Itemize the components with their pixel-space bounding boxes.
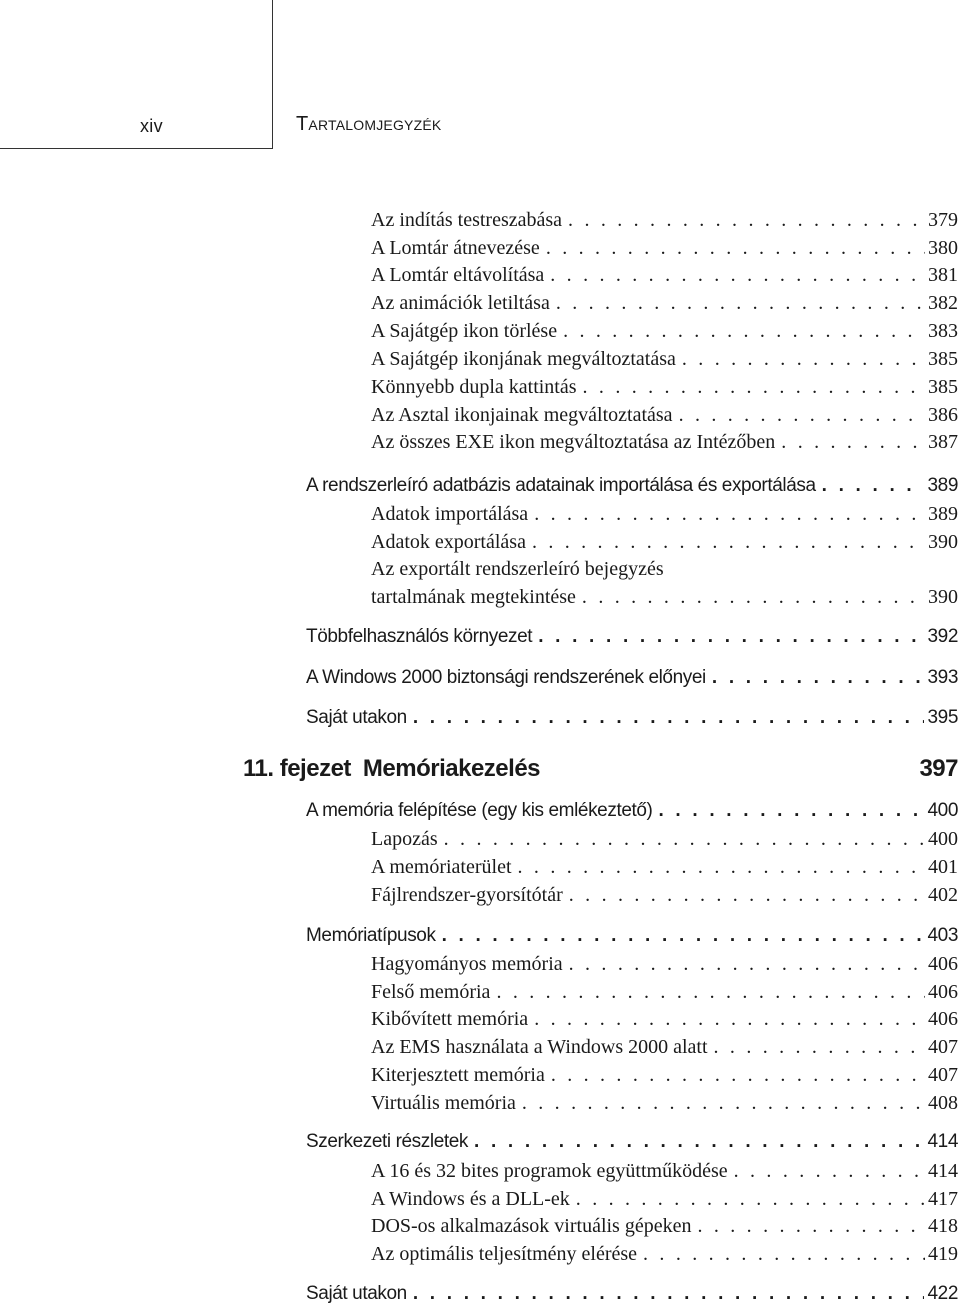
toc-section[interactable] bbox=[306, 626, 958, 648]
toc-entry[interactable] bbox=[371, 1188, 958, 1211]
toc-section-label: A Windows 2000 biztonsági rendszerének előnyei bbox=[306, 667, 706, 688]
toc-entry-page: 402 bbox=[928, 884, 958, 906]
chapter-title: Memóriakezelés bbox=[362, 755, 541, 782]
toc-section-page: 403 bbox=[927, 925, 958, 946]
toc-section-label: Saját utakon bbox=[306, 1283, 407, 1304]
toc-entry-page: 418 bbox=[928, 1215, 958, 1237]
running-head: Tartalomjegyzék bbox=[296, 113, 442, 135]
toc-entry-page: 407 bbox=[928, 1064, 958, 1086]
toc-entry-page: 414 bbox=[928, 1160, 958, 1182]
leader-dots bbox=[734, 1160, 925, 1183]
leader-dots bbox=[679, 404, 925, 427]
toc-section-label: Saját utakon bbox=[306, 707, 407, 728]
toc-entry-page: 407 bbox=[928, 1036, 958, 1058]
leader-dots bbox=[643, 1243, 925, 1266]
toc-section-label: Többfelhasználós környezet bbox=[306, 626, 533, 647]
toc-entry-page: 382 bbox=[928, 292, 958, 314]
toc-section[interactable] bbox=[306, 667, 958, 689]
toc-entry[interactable] bbox=[371, 348, 958, 371]
toc-entry[interactable] bbox=[371, 586, 958, 609]
leader-dots bbox=[518, 856, 925, 879]
toc-section-page: 395 bbox=[927, 707, 958, 728]
leader-dots bbox=[534, 503, 925, 526]
toc-entry-label: Az összes EXE ikon megváltoztatása az Intézőben bbox=[371, 431, 776, 453]
toc-entry-page: 390 bbox=[928, 586, 958, 608]
leader-dots bbox=[556, 292, 925, 315]
toc-entry-page: 381 bbox=[928, 264, 958, 286]
leader-dots bbox=[658, 800, 924, 822]
leader-dots bbox=[712, 667, 925, 689]
toc-section-label: Memóriatípusok bbox=[306, 925, 436, 946]
toc-entry-page: 387 bbox=[928, 431, 958, 453]
leader-dots bbox=[413, 707, 925, 729]
toc-entry[interactable] bbox=[371, 1092, 958, 1115]
toc-entry-label: Kibővített memória bbox=[371, 1008, 529, 1030]
toc-entry-label: Felső memória bbox=[371, 981, 491, 1003]
toc-entry[interactable] bbox=[371, 237, 958, 260]
toc-entry[interactable] bbox=[371, 1008, 958, 1031]
toc-entry-label: Lapozás bbox=[371, 828, 438, 850]
toc-entry-page: 379 bbox=[928, 209, 958, 231]
toc-entry-page: 406 bbox=[928, 1008, 958, 1030]
toc-entry-page: 408 bbox=[928, 1092, 958, 1114]
toc-entry-label: A memóriaterület bbox=[371, 856, 512, 878]
toc-entry-page: 385 bbox=[928, 348, 958, 370]
toc-entry[interactable] bbox=[371, 503, 958, 526]
toc-entry[interactable] bbox=[371, 953, 958, 976]
toc-entry-label: Adatok exportálása bbox=[371, 531, 526, 553]
leader-dots bbox=[522, 1092, 925, 1115]
toc-section-label: A rendszerleíró adatbázis adatainak importálása és exportálása bbox=[306, 475, 816, 496]
leader-dots bbox=[583, 376, 925, 399]
toc-entry[interactable] bbox=[371, 292, 958, 315]
toc-section-page: 422 bbox=[927, 1283, 958, 1304]
toc-entry[interactable] bbox=[371, 884, 958, 907]
toc-entry[interactable] bbox=[371, 1215, 958, 1238]
toc-entry-label: A Sajátgép ikonjának megváltoztatása bbox=[371, 348, 676, 370]
toc-section-page: 392 bbox=[927, 626, 958, 647]
leader-dots bbox=[550, 264, 925, 287]
toc-section-page: 389 bbox=[927, 475, 958, 496]
toc-section-page: 414 bbox=[927, 1131, 958, 1152]
leader-dots bbox=[496, 981, 925, 1004]
toc-entry-label: Az indítás testreszabása bbox=[371, 209, 563, 231]
leader-dots bbox=[444, 828, 925, 851]
toc-entry-label: Könnyebb dupla kattintás bbox=[371, 376, 577, 398]
toc-entry-page: 383 bbox=[928, 320, 958, 342]
toc-entry[interactable] bbox=[371, 531, 958, 554]
toc-entry-page: 386 bbox=[928, 404, 958, 426]
toc-entry-label: Kiterjesztett memória bbox=[371, 1064, 545, 1086]
toc-entry[interactable] bbox=[371, 376, 958, 399]
toc-entry-page: 419 bbox=[928, 1243, 958, 1265]
toc-entry[interactable] bbox=[371, 856, 958, 879]
leader-dots bbox=[697, 1215, 925, 1238]
leader-dots bbox=[781, 431, 925, 454]
toc-entry[interactable] bbox=[371, 264, 958, 287]
toc-section[interactable] bbox=[306, 707, 958, 729]
toc-entry[interactable] bbox=[371, 431, 958, 454]
toc-entry[interactable] bbox=[371, 209, 958, 232]
leader-dots bbox=[682, 348, 925, 371]
toc-entry-label: Az Asztal ikonjainak megváltoztatása bbox=[371, 404, 673, 426]
toc-section-page: 393 bbox=[927, 667, 958, 688]
leader-dots bbox=[568, 209, 925, 232]
leader-dots bbox=[714, 1036, 925, 1059]
toc-entry[interactable] bbox=[371, 1243, 958, 1266]
leader-dots bbox=[538, 626, 924, 648]
toc-entry-label: A Lomtár eltávolítása bbox=[371, 264, 545, 286]
toc-entry-label: A Windows és a DLL-ek bbox=[371, 1188, 570, 1210]
toc-section[interactable] bbox=[306, 800, 958, 822]
toc-entry-label: A 16 és 32 bites programok együttműködése bbox=[371, 1160, 728, 1182]
toc-entry[interactable] bbox=[371, 1036, 958, 1059]
toc-section[interactable] bbox=[306, 1283, 958, 1305]
toc-entry[interactable] bbox=[371, 1160, 958, 1183]
toc-entry-label: Az animációk letiltása bbox=[371, 292, 550, 314]
toc-entry-continued-label: Az exportált rendszerleíró bejegyzés bbox=[371, 558, 664, 580]
leader-dots bbox=[582, 586, 925, 609]
chapter-number: 11. fejezet bbox=[243, 755, 351, 782]
toc-entry-page: 385 bbox=[928, 376, 958, 398]
leader-dots bbox=[576, 1188, 925, 1211]
toc-section-label: A memória felépítése (egy kis emlékeztető) bbox=[306, 800, 653, 821]
toc-entry[interactable] bbox=[371, 320, 958, 343]
leader-dots bbox=[822, 475, 925, 497]
toc-entry[interactable] bbox=[371, 828, 958, 851]
toc-entry-label: Hagyományos memória bbox=[371, 953, 563, 975]
toc-entry-label: Fájlrendszer-gyorsítótár bbox=[371, 884, 563, 906]
toc-entry-page: 401 bbox=[928, 856, 958, 878]
leader-dots bbox=[551, 1064, 925, 1087]
leader-dots bbox=[413, 1283, 925, 1305]
toc-section-page: 400 bbox=[927, 800, 958, 821]
chapter-page: 397 bbox=[919, 755, 958, 782]
toc-entry-page: 417 bbox=[928, 1188, 958, 1210]
toc-entry-page: 380 bbox=[928, 237, 958, 259]
toc-entry-label: A Sajátgép ikon törlése bbox=[371, 320, 558, 342]
toc-entry[interactable] bbox=[371, 1064, 958, 1087]
toc-entry-label: Virtuális memória bbox=[371, 1092, 516, 1114]
toc-entry-page: 390 bbox=[928, 531, 958, 553]
leader-dots bbox=[569, 953, 925, 976]
leader-dots bbox=[569, 884, 925, 907]
leader-dots bbox=[532, 531, 925, 554]
toc-section[interactable] bbox=[306, 925, 958, 947]
toc-entry-label: Az EMS használata a Windows 2000 alatt bbox=[371, 1036, 708, 1058]
leader-dots bbox=[474, 1131, 924, 1153]
toc-section[interactable] bbox=[306, 1131, 958, 1153]
toc-entry-page: 406 bbox=[928, 953, 958, 975]
toc-entry-label: tartalmának megtekintése bbox=[371, 586, 576, 608]
toc-section-label: Szerkezeti részletek bbox=[306, 1131, 469, 1152]
leader-dots bbox=[534, 1008, 925, 1031]
toc-entry-label: Adatok importálása bbox=[371, 503, 529, 525]
chapter-heading[interactable] bbox=[243, 755, 958, 783]
toc-entry[interactable] bbox=[371, 981, 958, 1004]
leader-dots bbox=[442, 925, 925, 947]
toc-section[interactable] bbox=[306, 475, 958, 497]
toc-entry-page: 400 bbox=[928, 828, 958, 850]
toc-entry-label: Az optimális teljesítmény elérése bbox=[371, 1243, 638, 1265]
page-number: xiv bbox=[140, 116, 163, 136]
toc-entry-page: 389 bbox=[928, 503, 958, 525]
toc-entry-page: 406 bbox=[928, 981, 958, 1003]
toc-entry-label: DOS-os alkalmazások virtuális gépeken bbox=[371, 1215, 692, 1237]
leader-dots bbox=[546, 237, 925, 260]
toc-entry[interactable] bbox=[371, 404, 958, 427]
leader-dots bbox=[563, 320, 925, 343]
toc-entry-label: A Lomtár átnevezése bbox=[371, 237, 540, 259]
